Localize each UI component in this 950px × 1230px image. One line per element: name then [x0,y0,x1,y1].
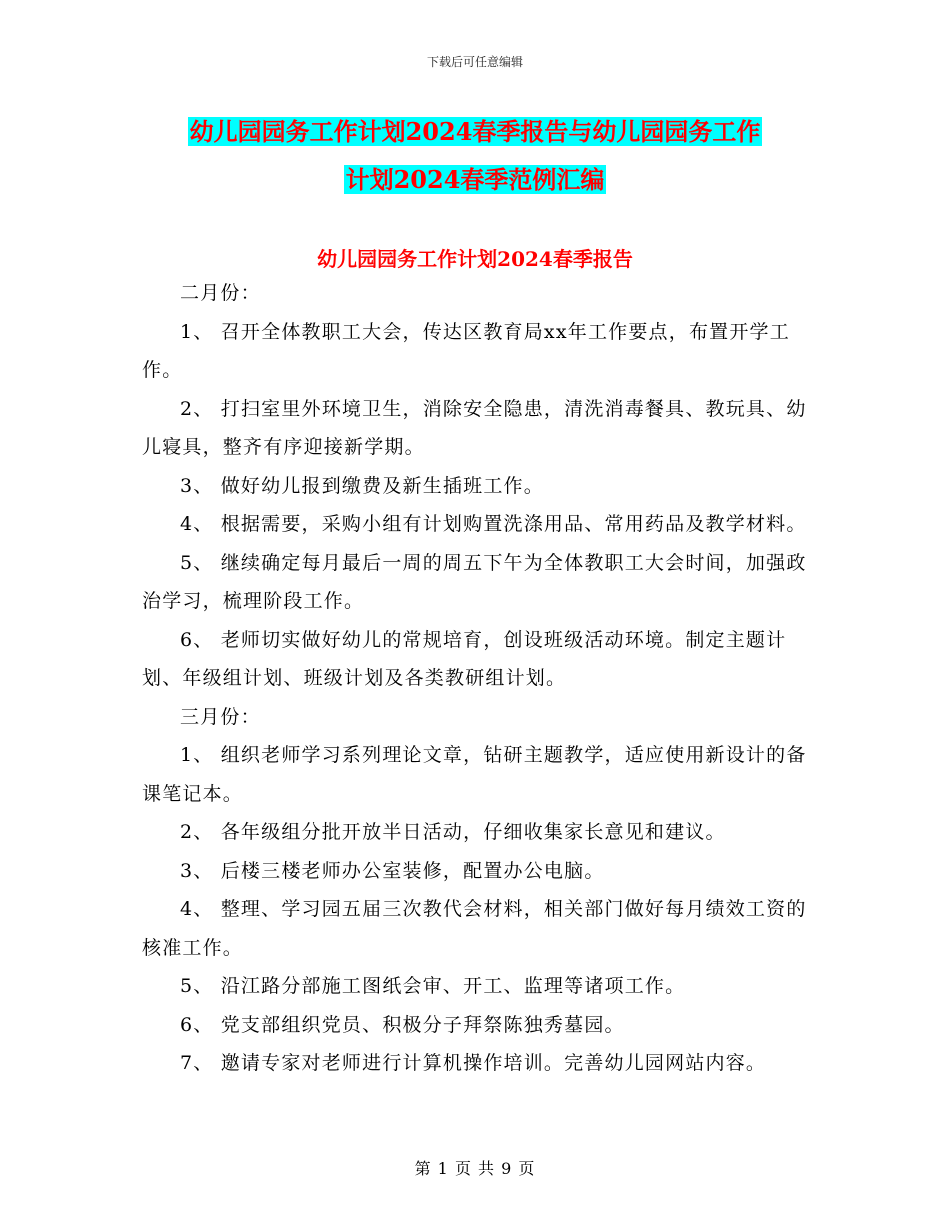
paragraph: 3、 后楼三楼老师办公室装修，配置办公电脑。 [180,859,605,882]
title-line-2: 计划2024春季范例汇编 [345,165,605,194]
paragraph: 二月份： [180,282,261,304]
paragraph: 6、 党支部组织党员、积极分子拜祭陈独秀墓园。 [180,1013,625,1036]
paragraph: 5、 沿江路分部施工图纸会审、开工、监理等诸项工作。 [180,975,686,997]
paragraph: 4、 根据需要，采购小组有计划购置洗涤用品、常用药品及教学材料。 [180,513,807,535]
section-heading: 幼儿园园务工作计划2024春季报告 [317,247,633,271]
paragraph: 1、 组织老师学习系列理论文章，钻研主题教学，适应使用新设计的备课笔记本。 [142,744,807,805]
page-footer: 第 1 页 共 9 页 [414,1159,536,1178]
document-body [142,274,810,1083]
paragraph: 1、 召开全体教职工大会，传达区教育局xx年工作要点，布置开学工作。 [142,320,790,381]
paragraph: 6、 老师切实做好幼儿的常规培育，创设班级活动环境。制定主题计划、年级组计划、班级计划及各类教研组计划。 [142,628,787,689]
header-note: 下载后可任意编辑 [426,55,523,69]
document-title [0,108,950,204]
paragraph: 5、 继续确定每月最后一周的周五下午为全体教职工大会时间，加强政治学习，梳理阶段工作。 [142,551,807,612]
title-line-1: 幼儿园园务工作计划2024春季报告与幼儿园园务工作 [189,117,761,146]
paragraph: 4、 整理、学习园五届三次教代会材料，相关部门做好每月绩效工资的核准工作。 [142,898,807,959]
paragraph: 2、 打扫室里外环境卫生，消除安全隐患，清洗消毒餐具、教玩具、幼儿寝具，整齐有序迎接新学期。 [142,397,807,458]
paragraph: 2、 各年级组分批开放半日活动，仔细收集家长意见和建议。 [180,821,726,843]
paragraph: 3、 做好幼儿报到缴费及新生插班工作。 [180,474,544,497]
paragraph: 三月份： [180,705,261,728]
paragraph: 7、 邀请专家对老师进行计算机操作培训。完善幼儿园网站内容。 [180,1052,767,1074]
